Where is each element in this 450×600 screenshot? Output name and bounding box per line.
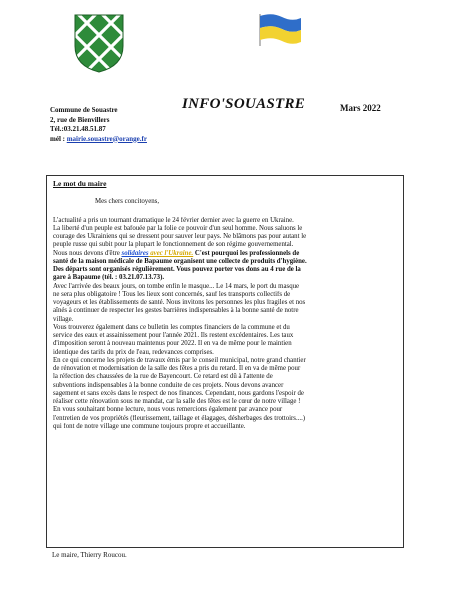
text-line: la réfection des chaussées de la rue de Bayencourt. Ce retard est dû à l'attente de: [53, 373, 273, 381]
text-line: voyageurs et les établissements de santé. Nous invitons les personnes les plus fragiles et nos: [53, 299, 306, 306]
text-line: qui font de notre village une commune toujours propre et accueillante.: [53, 422, 246, 430]
text-line: gare à Bapaume (tél. : 03.21.07.13.73).: [53, 274, 165, 282]
email-link[interactable]: mairie.souastre@orange.fr: [66, 134, 147, 143]
text-line: L'actualité a pris un tournant dramatique le 24 février dernier avec la guerre en Ukraine.: [53, 216, 294, 224]
email-label: mél :: [50, 134, 67, 143]
ukraine-flag-icon: [258, 12, 302, 46]
text-line: En vous souhaitant bonne lecture, nous vous remercions également par avance pour: [53, 406, 283, 414]
commune-phone: Tél.:03.21.48.51.87: [50, 125, 106, 133]
paragraph-finances: [53, 324, 397, 357]
text-line: Des départs sont organisés régulièrement. Vous pouvez porter vos dons au 4 rue de la: [53, 266, 301, 273]
commune-name: Commune de Souastre: [50, 106, 118, 114]
text-line: réaliser cette rénovation sous ne mandat, car la salle des fêtes est le cœur de notre village !: [53, 398, 301, 405]
text-line: sagement et sans excès dans le respect de nos finances. Cependant, nous gardons l'espoir de: [53, 389, 304, 397]
text-line: ne sera plus obligatoire ! Tous les lieux sont concernés, sauf les transports collectifs de: [53, 290, 291, 298]
contact-block: [50, 106, 147, 144]
text-line: subventions indispensables à la bonne conduite de ces projets. Nous devons avancer: [53, 381, 284, 389]
text-line: service des eaux et assainissement pour l'année 2021. Ils restent excédentaires. Les taux: [53, 332, 294, 339]
text-line: identique des tarifs du prix de l'eau, redevances comprises.: [53, 348, 214, 356]
letter-heading: Le mot du maire: [53, 179, 107, 188]
text-line: Avec l'arrivée des beaux jours, on tombe enfin le masque... Le 14 mars, le port du masque: [53, 282, 300, 290]
text-line: courage des Ukrainiens qui se dressent pour sauver leur pays. Ne blâmons pas pour autant le: [53, 233, 307, 240]
mayor-signature: Le maire, Thierry Roucou.: [52, 551, 127, 559]
text-line: de rénovation et modernisation de la salle des fêtes a pris du retard. Il en va de même pour: [53, 365, 301, 372]
flag-caption: [258, 68, 304, 72]
text-line: santé de la maison médicale de Bapaume organisent une collecte de produits d'hygiène.: [53, 257, 307, 265]
paragraph-projects: [53, 357, 397, 431]
commune-address: 2, rue de Bienvillers: [50, 115, 110, 124]
text-line: village.: [53, 315, 74, 323]
text-line: [53, 250, 397, 258]
paragraph-masks: [53, 283, 397, 324]
bulletin-title: INFO'SOUASTRE: [182, 96, 306, 112]
ukraine-link[interactable]: avec l'Ukraine.: [148, 249, 194, 257]
commune-email: [50, 135, 147, 145]
text-line: l'entretien de vos propriétés (fleurissement, taillage et élagages, désherbages des trottoirs....): [53, 414, 306, 422]
paragraph-ukraine: [53, 217, 397, 283]
solidaires-link[interactable]: solidaires: [121, 249, 149, 257]
text-line: Vous trouverez également dans ce bulletin les comptes financiers de la commune et du: [53, 323, 290, 331]
text-line: d'imposition seront à nouveau maintenus pour 2022. Il en va de même pour le maintien: [53, 340, 292, 348]
municipal-crest-icon: [72, 12, 126, 74]
text-line: peuple russe qui subit pour la plupart le fonctionnement de son régime gouvernemental.: [53, 241, 294, 249]
text-fragment: C'est pourquoi les professionnels de: [193, 249, 300, 257]
mayor-letter-box: [46, 175, 404, 548]
letter-salutation: Mes chers concitoyens,: [95, 198, 160, 206]
text-line: aînés à continuer de respecter les gestes barrières indispensables à la bonne santé de notre: [53, 307, 299, 315]
text-line: La liberté d'un peuple est bafouée par la folie ce pouvoir d'un seul homme. Nous saluons le: [53, 224, 303, 232]
text-fragment: Nous nous devons d'être: [53, 249, 122, 257]
bulletin-date: Mars 2022: [340, 103, 381, 113]
text-line: En ce qui concerne les projets de travaux émis par le conseil municipal, notre grand chantier: [53, 356, 306, 364]
